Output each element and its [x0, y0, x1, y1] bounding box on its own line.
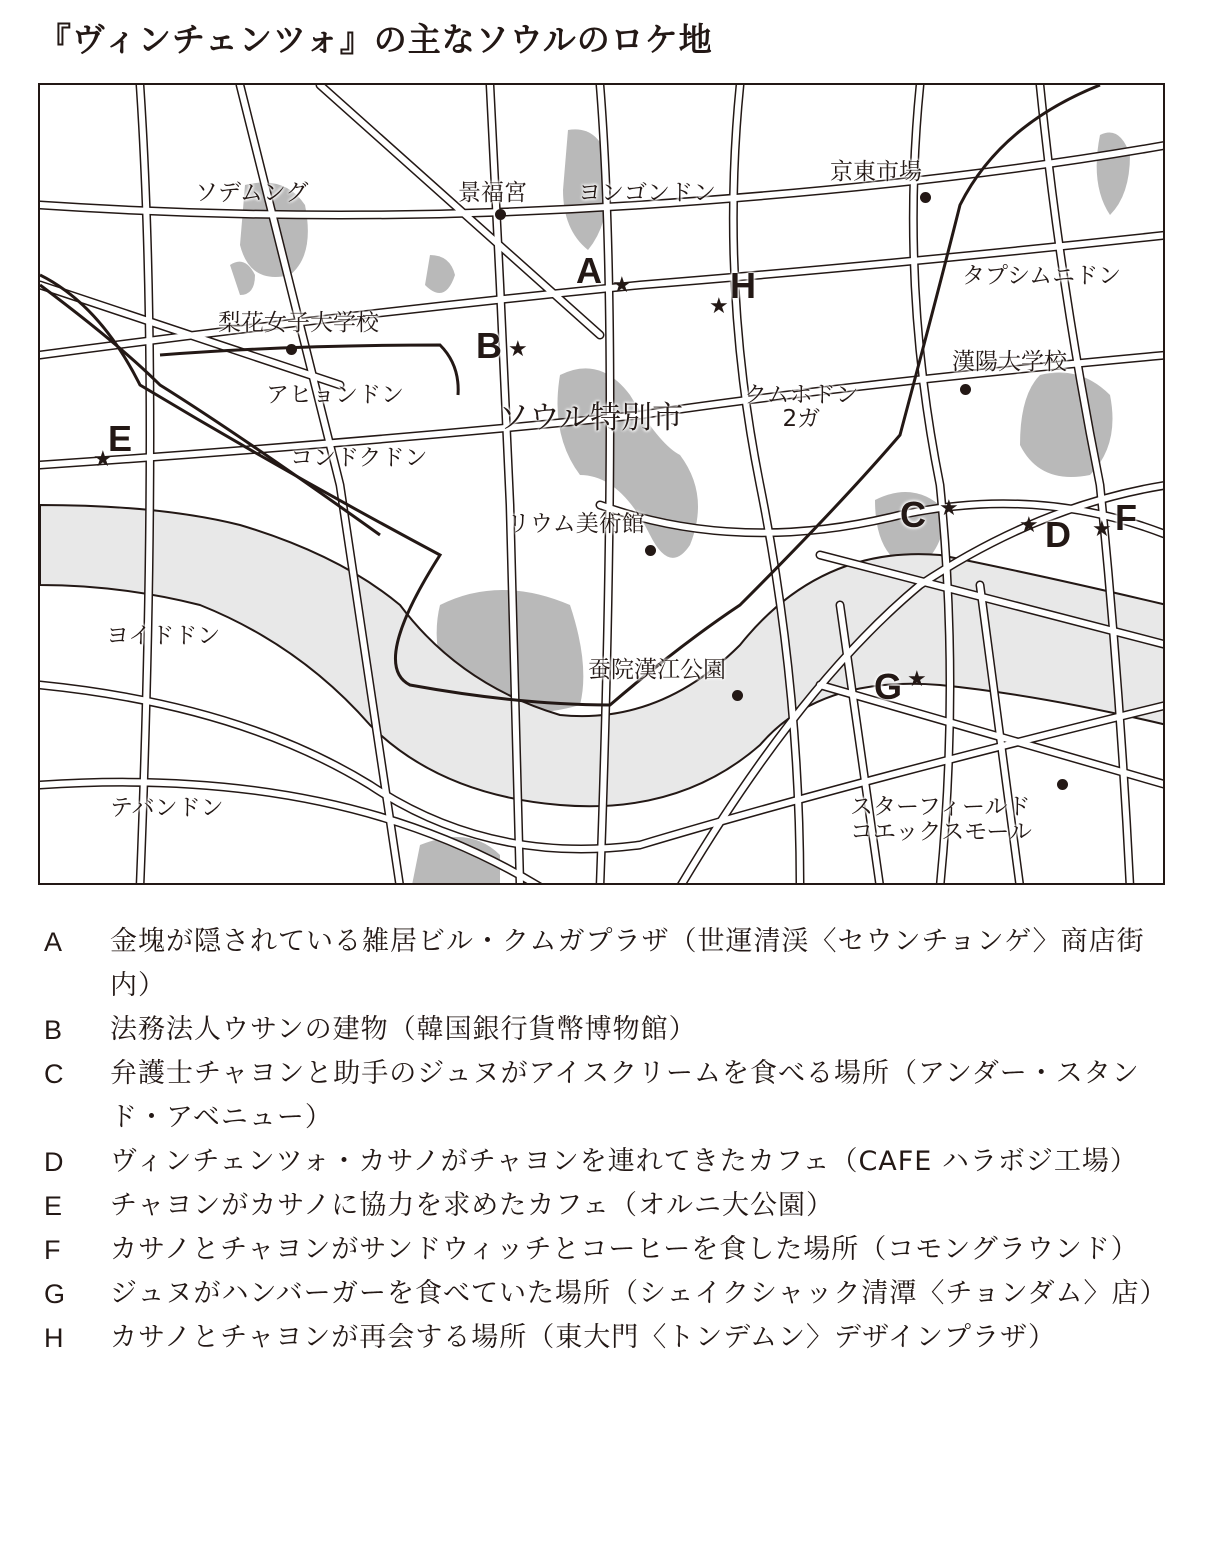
- seoul-map: [38, 83, 1165, 885]
- label-gyeongbokgung: 景福宮: [458, 180, 527, 206]
- label-starfield-line2: コエックスモール: [850, 819, 1032, 846]
- marker-g-letter: G: [874, 666, 903, 707]
- label-jamwon-park: 蚕院漢江公園: [588, 657, 726, 683]
- label-kumhodong-line1: クムホドン: [744, 382, 859, 408]
- label-yeongondong: ヨンゴンドン: [578, 180, 716, 206]
- label-seoul-city: ソウル特別市: [498, 400, 684, 436]
- marker-a-letter: A: [576, 250, 602, 291]
- dot-leeum-icon: [645, 545, 656, 556]
- legend-item: F カサノとチャヨンがサンドウィッチとコーヒーを食した場所（コモングラウンド）: [44, 1234, 1139, 1265]
- marker-b-star-icon[interactable]: ★: [508, 337, 528, 362]
- page-title: 『ヴィンチェンツォ』の主なソウルのロケ地: [38, 20, 713, 59]
- label-ewha-university: 梨花女子大学校: [218, 310, 379, 336]
- dot-jamwon-park-icon: [732, 690, 743, 701]
- label-kumhodong-line2: 2ガ: [782, 406, 821, 433]
- dot-gyeongbokgung-icon: [495, 209, 506, 220]
- legend-item: B 法務法人ウサンの建物（韓国銀行貨幣博物館）: [44, 1014, 697, 1045]
- label-kumhodong: [744, 383, 859, 431]
- legend-item: H カサノとチャヨンが再会する場所（東大門〈トンデムン〉デザインプラザ）: [44, 1322, 1057, 1353]
- marker-f-letter: F: [1115, 497, 1137, 538]
- dot-gyeongdong-market-icon: [920, 192, 931, 203]
- marker-b-letter: B: [476, 325, 502, 366]
- location-legend: [38, 920, 1178, 1360]
- marker-a-star-icon[interactable]: ★: [612, 273, 632, 298]
- marker-c-letter: C: [900, 494, 926, 535]
- marker-d-star-icon[interactable]: ★: [1019, 513, 1039, 538]
- label-gyeongdong-market: 京東市場: [830, 159, 922, 185]
- legend-item: A 金塊が隠されている雑居ビル・クムガプラザ（世運清渓〈セウンチョンゲ〉商店街内）: [44, 926, 1145, 1001]
- marker-g-star-icon[interactable]: ★: [907, 667, 927, 692]
- label-kongdeokdong: コンドクドン: [290, 445, 428, 471]
- label-ahyeondong: アヒョンドン: [266, 382, 404, 408]
- dot-starfield-icon: [1057, 779, 1068, 790]
- marker-e-star-icon[interactable]: ★: [93, 447, 113, 472]
- legend-item: D ヴィンチェンツォ・カサノがチャヨンを連れてきたカフェ（CAFE ハラボジ工場）: [44, 1146, 1138, 1177]
- dot-hanyang-icon: [960, 384, 971, 395]
- marker-c-star-icon[interactable]: ★: [939, 496, 959, 521]
- label-leeum-museum: リウム美術館: [507, 511, 645, 537]
- marker-h-star-icon[interactable]: ★: [709, 294, 729, 319]
- marker-h-letter: H: [730, 265, 756, 306]
- legend-item: G ジュヌがハンバーガーを食べていた場所（シェイクシャック清潭〈チョンダム〉店）: [44, 1278, 1168, 1309]
- label-starfield-coex: [850, 795, 1032, 846]
- label-yeouido: ヨイドドン: [106, 623, 221, 649]
- marker-d-letter: D: [1045, 514, 1071, 555]
- label-tapsimnidong: タプシムニドン: [962, 263, 1122, 289]
- label-starfield-line1: スターフィールド: [850, 794, 1031, 820]
- marker-f-star-icon[interactable]: ★: [1092, 517, 1112, 542]
- label-daebangdong: テバンドン: [110, 795, 224, 821]
- legend-item: C 弁護士チャヨンと助手のジュヌがアイスクリームを食べる場所（アンダー・スタンド・アベニュー）: [44, 1058, 1140, 1133]
- label-hanyang-university: 漢陽大学校: [952, 349, 1067, 375]
- marker-e-letter: E: [108, 418, 133, 459]
- label-sodaemun: ソデムング: [195, 180, 309, 206]
- dot-ewha-icon: [286, 344, 297, 355]
- legend-item: E チャヨンがカサノに協力を求めたカフェ（オルニ大公園）: [44, 1190, 834, 1221]
